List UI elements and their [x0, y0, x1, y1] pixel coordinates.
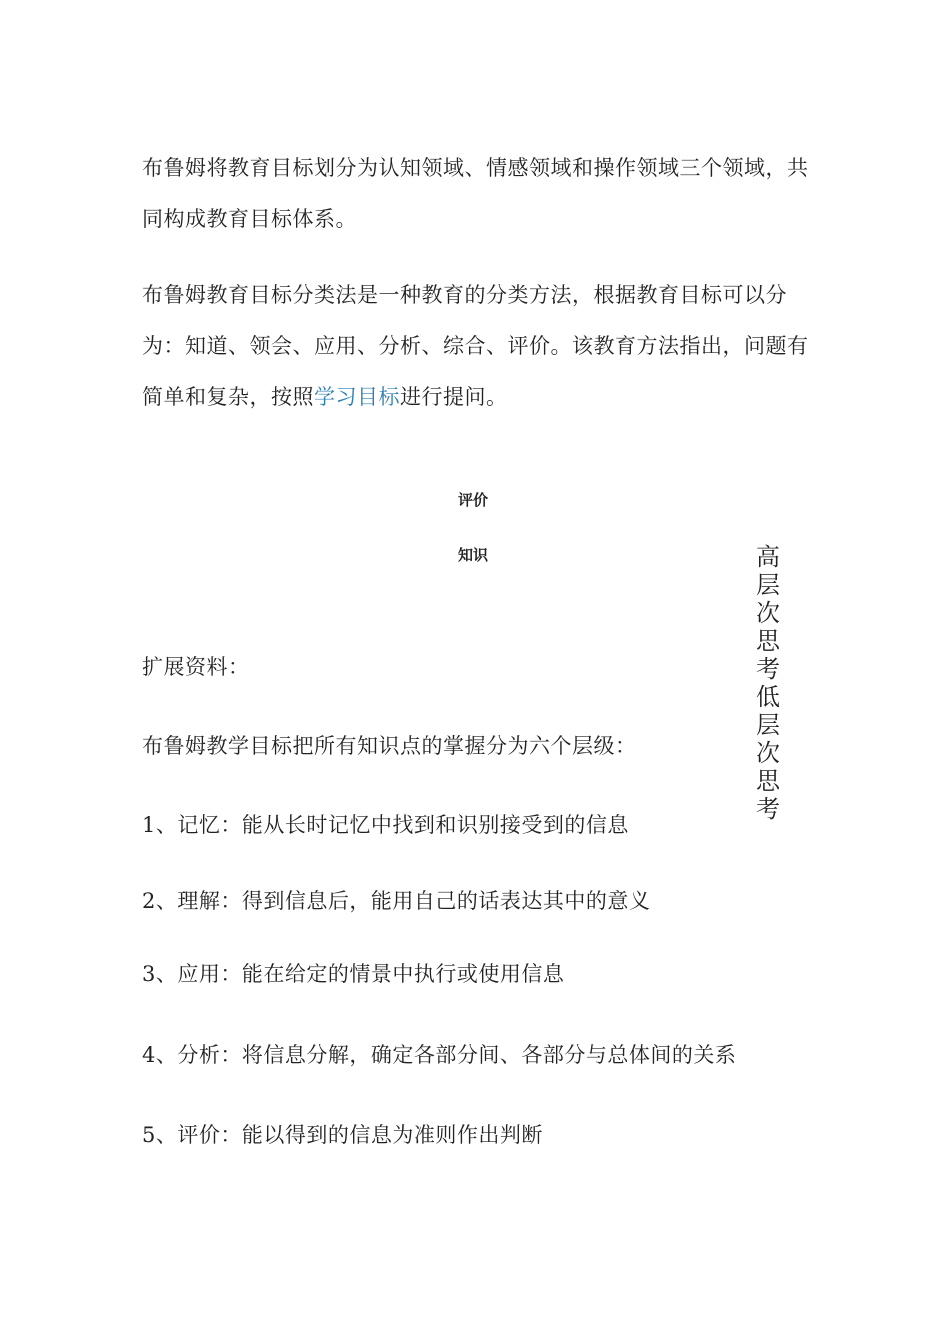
- extension-heading: 扩展资料：: [142, 655, 250, 679]
- diagram-label-knowledge: 知识: [458, 546, 489, 564]
- level-item-3: 3、应用：能在给定的情景中执行或使用信息: [142, 962, 565, 986]
- taxonomy-paragraph: [142, 270, 812, 423]
- intro-paragraph: 布鲁姆将教育目标划分为认知领域、情感领域和操作领域三个领域，共同构成教育目标体系。: [142, 156, 809, 231]
- level-item-5: 5、评价：能以得到的信息为准则作出判断: [142, 1123, 543, 1147]
- level-item-4: 4、分析：将信息分解，确定各部分间、各部分与总体间的关系: [142, 1043, 737, 1067]
- learning-goal-link[interactable]: 学习目标: [314, 385, 400, 409]
- level-item-2: 2、理解：得到信息后，能用自己的话表达其中的意义: [142, 889, 651, 913]
- level-item-1: 1、记忆：能从长时记忆中找到和识别接受到的信息: [142, 813, 629, 837]
- taxonomy-text-after-link: 进行提问。: [400, 385, 508, 409]
- diagram-label-evaluation: 评价: [458, 491, 489, 509]
- extension-intro: 布鲁姆教学目标把所有知识点的掌握分为六个层级：: [142, 734, 637, 758]
- diagram-side-text: 高层次思考低层次思考: [756, 543, 780, 823]
- taxonomy-text-before-link: 布鲁姆教育目标分类法是一种教育的分类方法，根据教育目标可以分为：知道、领会、应用、分析、综合、评价。该教育方法指出，问题有简单和复杂，按照: [142, 283, 809, 409]
